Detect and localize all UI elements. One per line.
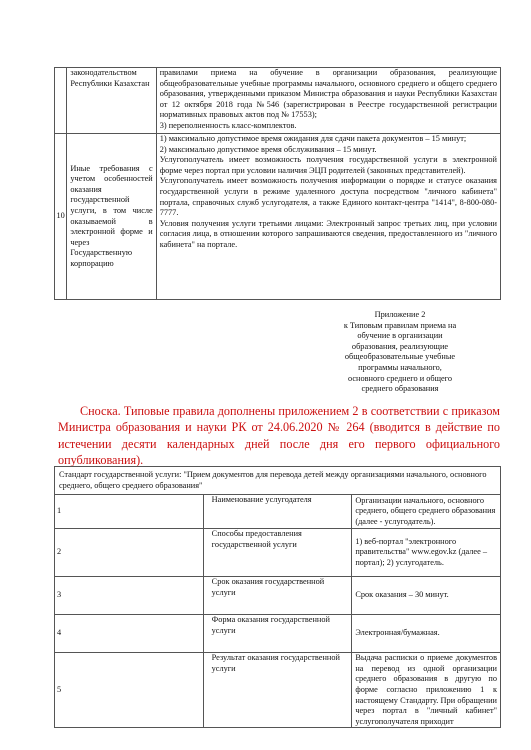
table-row [55,495,501,529]
row-value-cell [156,134,500,300]
row-value-line: Условия получения услуги третьими лицами: Электронный запрос третьих лиц, при условии согласия лица, в отношении которого запрашиваются сведения, предоставленного из "личного кабинета" на портале. [159,218,497,249]
row-value-line: Услугополучатель имеет возможность получения информации о порядке и статусе оказания государственной услуги в режиме удаленного доступа посредством "личного кабинета" портала, справочных служб услугодателя, а также Единого контакт-центра "1414", 8-800-080-7777. [159,176,497,218]
row-number-cell: 4 [55,615,204,653]
table-header-row [55,467,501,495]
table-row [55,134,501,300]
row-value-cell: Выдача расписки о приеме документов на перевод из одной организации среднего образования в другую по форме согласно приложению 1 к настоящему Стандарту. При обращении через портал в "личный кабинет" услугополучателя приходит [352,653,501,728]
table-header-cell: Стандарт государственной услуги: "Прием документов для перевода детей между организациями начального, основного среднего, общего среднего образования" [55,467,501,495]
row-value-line: 2) максимально допустимое время обслуживания – 15 минут. [159,144,377,154]
row-value-line: 3) переполненность класс-комплектов. [159,120,297,130]
row-name-cell: Форма оказания государственной услуги [203,615,352,653]
appendix-line: общеобразовательные учебные [344,352,456,362]
table-row [55,529,501,577]
table-row [55,577,501,615]
row-number-cell [55,68,67,134]
appendix-heading [320,310,480,395]
row-value-cell: Срок оказания – 30 минут. [352,577,501,615]
row-name-cell: Иные требования с учетом особенностей оказания государственной услуги, в том числе оказываемой в электронной форме и через Государственную корпорацию [67,134,156,300]
row-number-cell: 3 [55,577,204,615]
appendix-line: основного среднего и общего [347,373,453,383]
appendix-line: среднего образования [361,384,439,394]
row-value-line: 1) максимально допустимое время ожидания для сдачи пакета документов – 15 минут; [159,134,467,143]
row-name-cell: Результат оказания государственной услуги [203,653,352,728]
row-value-cell: 1) веб-портал "электронного правительства" www.egov.kz (далее – портал); 2) услугодатель. [352,529,501,577]
table-row [55,653,501,728]
row-value-cell [156,68,500,134]
row-value-line: Услугополучатель имеет возможность получения государственной услуги в электронной форме через портал при условии наличия ЭЦП родителей (законных представителей). [159,155,497,175]
row-name-cell: Срок оказания государственной услуги [203,577,352,615]
amendment-footnote: Сноска. Типовые правила дополнены приложением 2 в соответствии с приказом Министра образования и науки РК от 24.06.2020 № 264 (вводится в действие по истечении десяти календарных дней после дня его первого официального опубликования). [58,404,500,468]
table-row [55,68,501,134]
table-row [55,615,501,653]
row-name-cell: законодательством Республики Казахстан [67,68,156,134]
row-number-cell: 5 [55,653,204,728]
row-name-cell: Наименование услугодателя [203,495,352,529]
row-number-cell: 1 [55,495,204,529]
row-number-cell: 2 [55,529,204,577]
row-value-line: правилами приема на обучение в организации образования, реализующие общеобразовательные учебные программы начального, основного среднего и общего среднего образования, утвержденными приказом Министра образования и науки Республики Казахстан от 12 октября 2018 года №546 (зарегистрирован в Реестре государственной регистрации нормативных правовых актов под № 17553); [159,68,497,120]
service-standard-table [54,466,501,728]
row-name-cell: Способы предоставления государственной услуги [203,529,352,577]
row-value-cell: Организации начального, основного среднего, общего среднего образования (далее - услугодатель). [352,495,501,529]
appendix-line: Приложение 2 [374,310,426,319]
appendix-line: к Типовым правилам приема на [343,320,457,330]
row-number-cell: 10 [55,134,67,300]
requirements-table [54,67,501,300]
appendix-line: обучение в организации [357,331,443,341]
appendix-line: образования, реализующие [351,341,449,351]
appendix-line: программы начального, [358,362,442,372]
row-value-cell: Электронная/бумажная. [352,615,501,653]
